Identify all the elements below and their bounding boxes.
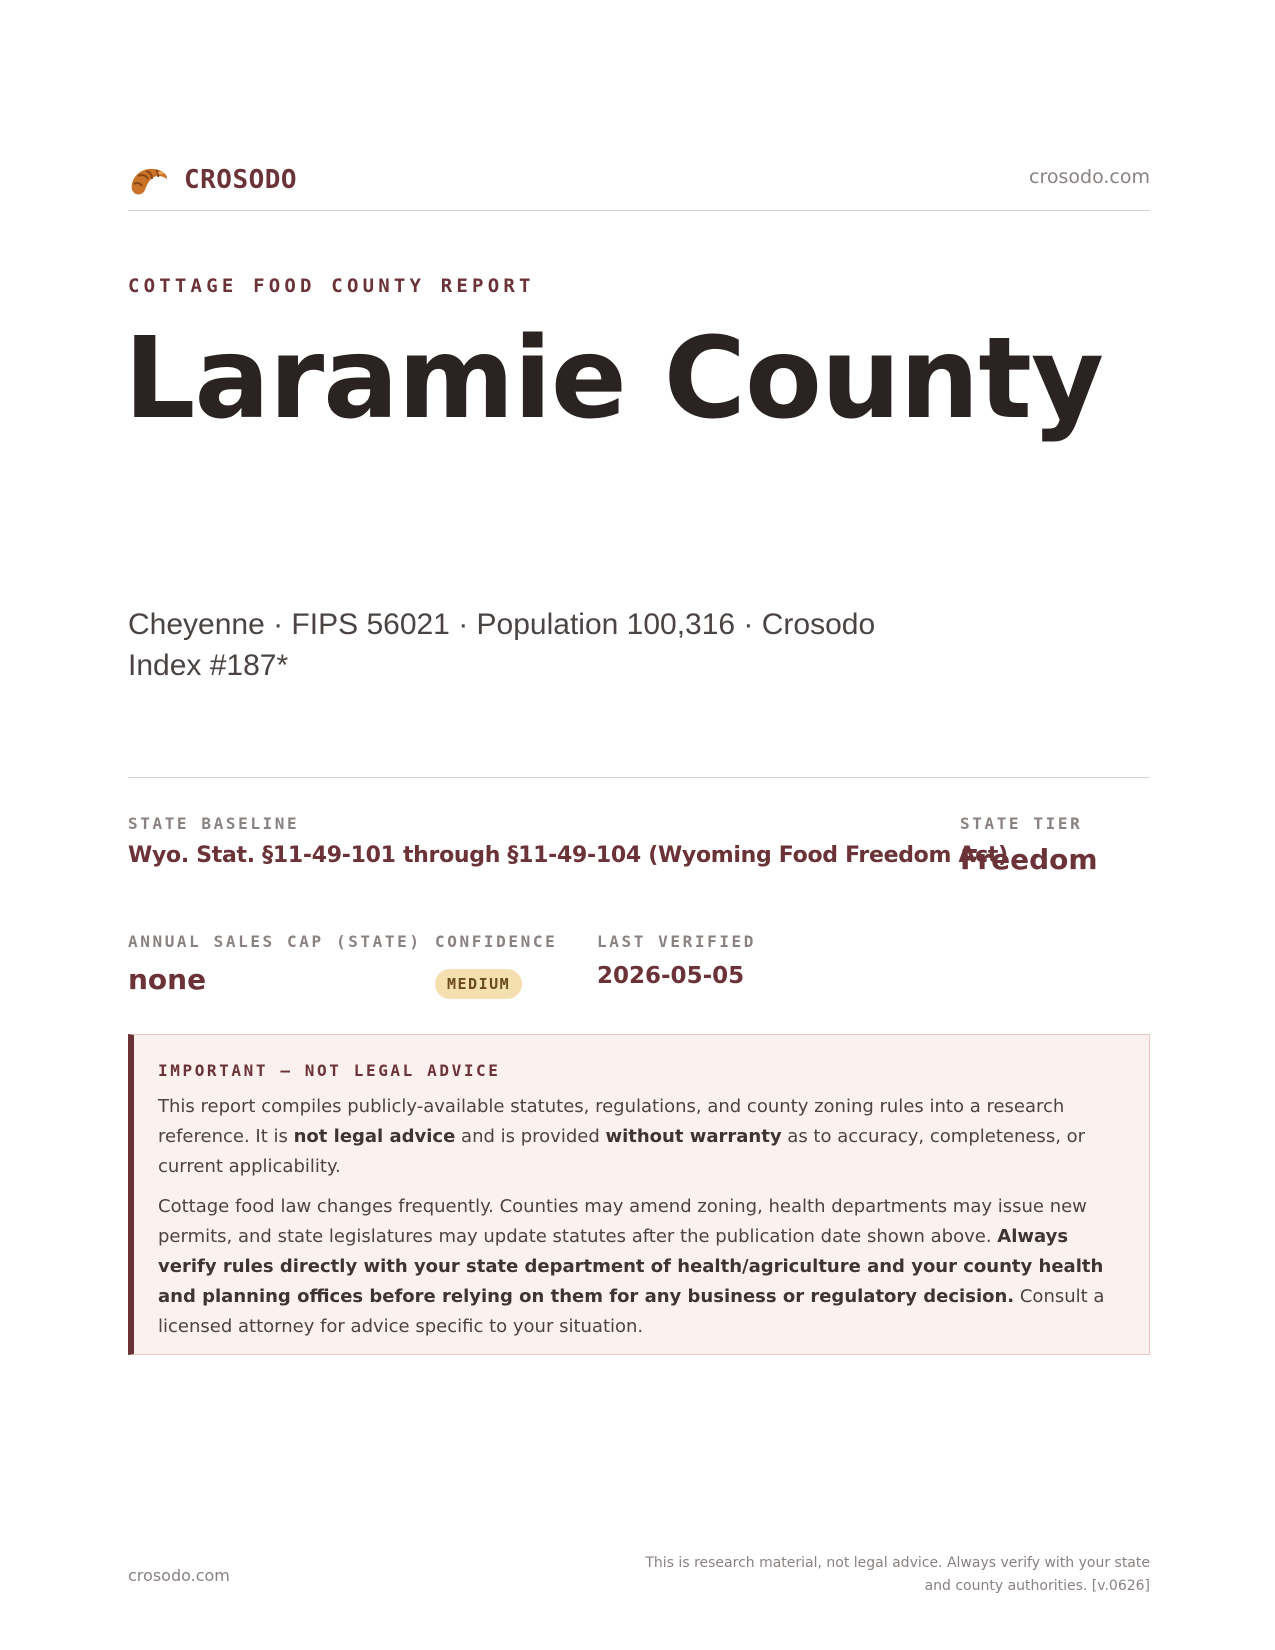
sales-cap-value: none	[128, 963, 207, 996]
last-verified-value: 2026-05-05	[597, 963, 745, 989]
state-tier-value: Freedom	[960, 843, 1098, 876]
disclaimer-paragraph-2	[158, 1192, 1121, 1342]
disclaimer-text: and is provided	[455, 1126, 606, 1147]
last-verified	[597, 932, 756, 989]
confidence-badge: MEDIUM	[435, 969, 522, 999]
croissant-icon	[128, 160, 170, 200]
page-header	[128, 160, 1150, 211]
report-eyebrow: COTTAGE FOOD COUNTY REPORT	[128, 275, 535, 297]
disclaimer-text: Consult a licensed attorney for advice specific to your situation.	[158, 1286, 1105, 1337]
state-tier-label: STATE TIER	[960, 814, 1083, 833]
disclaimer-text: This report compiles publicly-available statutes, regulations, and county zoning rules into a research reference. It is	[158, 1096, 1065, 1147]
county-subtitle: Cheyenne · FIPS 56021 · Population 100,316 · Crosodo Index #187*	[128, 608, 876, 682]
disclaimer-paragraph-1	[158, 1092, 1121, 1182]
legal-disclaimer-box	[128, 1034, 1150, 1355]
disclaimer-text: Cottage food law changes frequently. Counties may amend zoning, health departments may issue new permits, and state legislatures may update statutes after the publication date shown above.	[158, 1196, 1087, 1247]
section-divider	[128, 777, 1150, 778]
state-baseline	[128, 814, 1008, 868]
footer-site-url[interactable]: crosodo.com	[128, 1566, 230, 1585]
annual-sales-cap	[128, 932, 422, 996]
brand-name: CROSODO	[184, 165, 298, 195]
site-url-link[interactable]: crosodo.com	[1029, 166, 1150, 188]
disclaimer-emphasis: without warranty	[605, 1126, 782, 1147]
county-title: Laramie County	[124, 314, 1103, 444]
state-tier	[960, 814, 1098, 876]
brand[interactable]	[128, 160, 297, 200]
disclaimer-title: IMPORTANT — NOT LEGAL ADVICE	[158, 1061, 501, 1080]
disclaimer-text: as to accuracy, completeness, or current applicability.	[158, 1126, 1086, 1177]
footer-disclaimer: This is research material, not legal advice. Always verify with your state and county authorities. [v.0626]	[645, 1555, 1150, 1594]
last-verified-label: LAST VERIFIED	[597, 932, 757, 951]
state-baseline-label: STATE BASELINE	[128, 814, 300, 833]
state-baseline-value: Wyo. Stat. §11-49-101 through §11-49-104 (Wyoming Food Freedom Act)	[128, 843, 1008, 868]
sales-cap-label: ANNUAL SALES CAP (STATE)	[128, 932, 422, 951]
report-page	[124, 0, 1150, 1650]
disclaimer-emphasis: Always verify rules directly with your state department of health/agriculture and your county health and planning offices before relying on them for any business or regulatory decision.	[158, 1226, 1104, 1307]
confidence-label: CONFIDENCE	[435, 932, 558, 951]
disclaimer-emphasis: not legal advice	[293, 1126, 456, 1147]
confidence	[435, 932, 557, 999]
